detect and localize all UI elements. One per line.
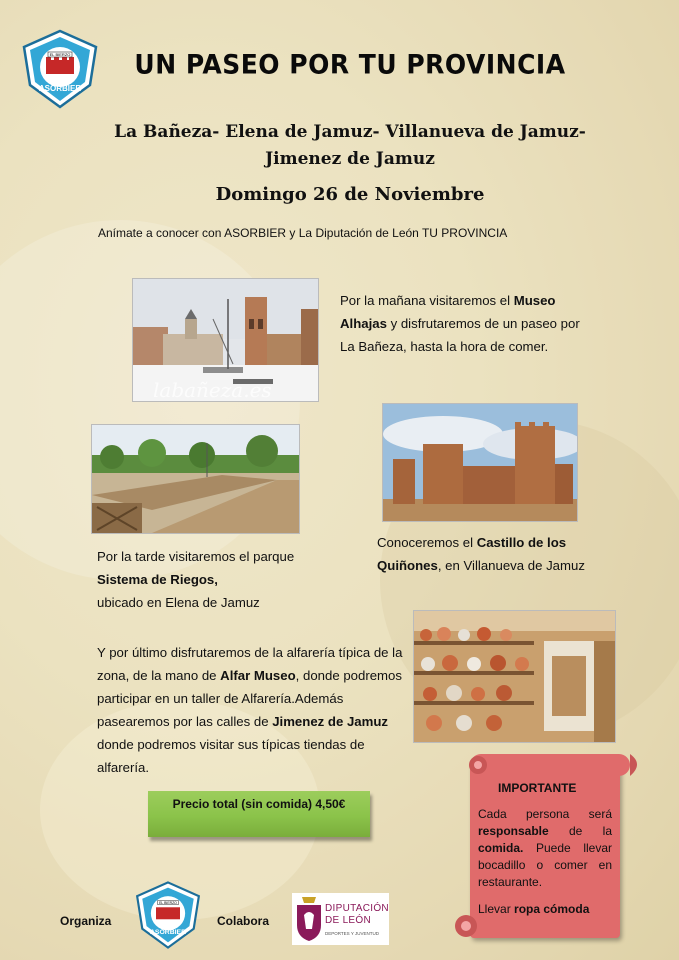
afternoon-text-b: ubicado en Elena de Jamuz xyxy=(97,595,260,610)
pottery-jimenez-jamuz: Jimenez de Jamuz xyxy=(272,714,389,729)
morning-text-a: Por la mañana visitaremos el xyxy=(340,293,514,308)
diputacion-shield-icon xyxy=(294,895,324,943)
photo-la-baneza-image xyxy=(133,279,318,401)
photo-sistema-riegos xyxy=(91,424,300,534)
event-date: Domingo 26 de Noviembre xyxy=(215,184,485,205)
morning-description xyxy=(340,289,585,358)
important-text xyxy=(478,806,612,918)
important-responsable: responsable xyxy=(478,824,549,838)
diputacion-logo xyxy=(292,893,389,945)
logo-name-text: ASORBIER xyxy=(38,84,82,93)
pottery-alfar-museo: Alfar Museo xyxy=(220,668,296,683)
logo-name-text: ASORBIER xyxy=(149,928,187,936)
morning-museo-alhajas: Museo Alhajas xyxy=(340,293,556,331)
castle-text-b: , en Villanueva de Jamuz xyxy=(437,558,585,573)
photo-alfar-museo-image xyxy=(414,611,615,742)
pottery-text-c: donde podremos visitar sus típicas tiendas de alfarería. xyxy=(97,737,365,775)
important-comida: comida. xyxy=(478,841,524,855)
photo-sistema-riegos-image xyxy=(92,425,299,533)
afternoon-text-a: Por la tarde visitaremos el parque xyxy=(97,549,295,564)
photo-alfar-museo xyxy=(413,610,616,743)
castle-text-a: Conoceremos el xyxy=(377,535,477,550)
important-text-d: Llevar xyxy=(478,902,515,916)
logo-banner-text: EL BIERZO xyxy=(49,52,71,57)
photo-castillo-quinones xyxy=(382,403,578,522)
asorbier-logo xyxy=(18,27,102,111)
important-scroll-top xyxy=(462,752,644,782)
photo-watermark: labañeza.es xyxy=(153,378,272,401)
afternoon-description xyxy=(97,545,327,614)
photo-la-baneza xyxy=(132,278,319,402)
asorbier-logo-footer xyxy=(132,878,204,952)
route-subtitle xyxy=(90,119,610,173)
organiza-label: Organiza xyxy=(60,914,112,928)
castle-description xyxy=(377,531,587,577)
castle-castillo-quinones: Castillo de los Quiñones xyxy=(377,535,567,573)
photo-castillo-image xyxy=(383,404,577,521)
diputacion-sub: DEPORTES Y JUVENTUD xyxy=(325,931,380,936)
important-text-c: Puede llevar bocadillo o comer en restaurante. xyxy=(478,841,612,889)
afternoon-sistema-riegos: Sistema de Riegos, xyxy=(97,572,218,587)
intro-text: Anímate a conocer con ASORBIER y La Diputación de León TU PROVINCIA xyxy=(98,226,508,240)
pottery-text-a: Y por último disfrutaremos de la alfarería típica de la zona, de la mano de xyxy=(97,645,403,683)
morning-text-b: y disfrutaremos de un paseo por La Bañeza, hasta la hora de comer. xyxy=(340,316,580,354)
page-title: UN PASEO POR TU PROVINCIA xyxy=(134,48,566,81)
important-text-b: de la xyxy=(548,824,612,838)
colabora-label: Colabora xyxy=(217,914,270,928)
route-subtitle-line1: La Bañeza- Elena de Jamuz- Villanueva de Jamuz- xyxy=(114,122,586,142)
diputacion-line1: DIPUTACIÓN xyxy=(325,903,389,914)
important-text-a: Cada persona será xyxy=(478,807,612,821)
price-box: Precio total (sin comida) 4,50€ xyxy=(148,791,370,837)
route-subtitle-line2: Jimenez de Jamuz xyxy=(265,149,435,169)
important-ropa-comoda: ropa cómoda xyxy=(514,902,590,916)
logo-banner-text: EL BIERZO xyxy=(159,900,177,905)
important-heading: IMPORTANTE xyxy=(498,781,577,795)
diputacion-line2: DE LEÓN xyxy=(325,915,372,926)
pottery-text-b: , donde podremos participar en un taller de Alfarería.Además pasearemos por las calles de xyxy=(97,668,402,729)
pottery-description xyxy=(97,641,407,779)
